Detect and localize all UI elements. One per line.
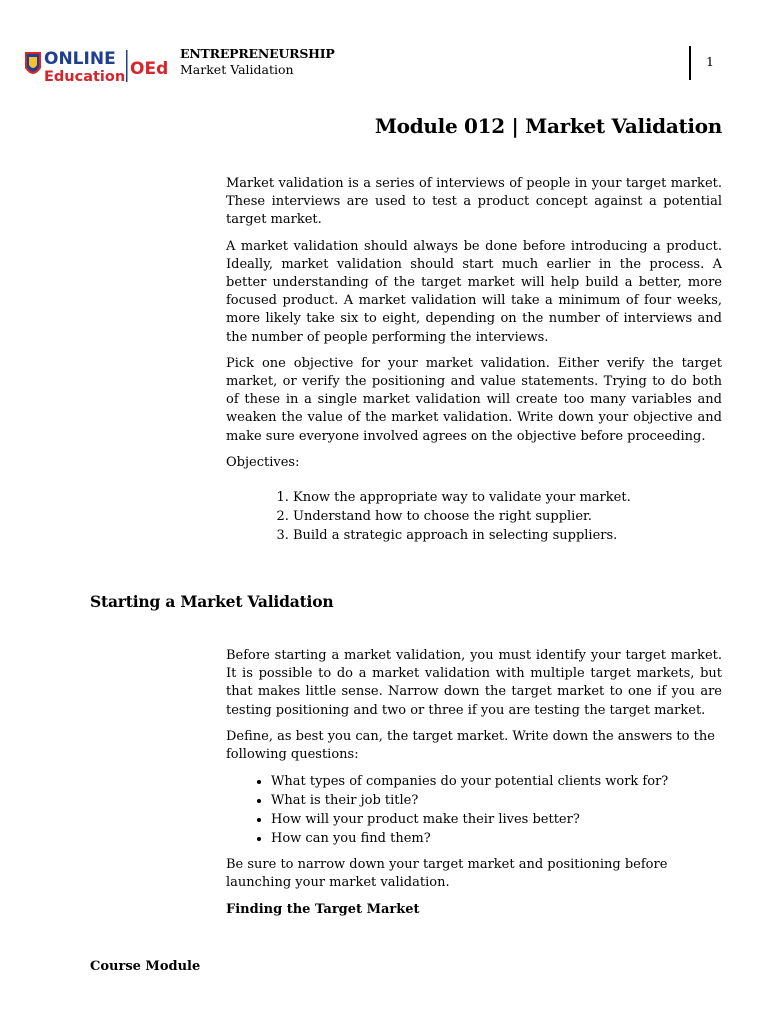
logo-abbr: OEd [130,59,169,79]
intro-paragraph: A market validation should always be done before introducing a product. Ideally, market validation should start much earlier in the process. A better understanding of the target market will help build a better, more focused product. A market validation will take a minimum of four weeks, more likely take six to eight, depending on the number of interviews and the number of people performing the interviews. [226,238,722,345]
question-item: • How will your product make their lives better? [271,810,722,829]
objective-item: 3. Build a strategic approach in selecting suppliers. [293,526,722,545]
section-heading: Starting a Market Validation [90,592,334,611]
page-number: 1 [706,54,714,69]
section-closing: Be sure to narrow down your target market and positioning before launching your market validation. [226,857,668,891]
logo-word-education: Education [44,69,126,85]
module-title: Module 012 | Market Validation [374,114,722,138]
intro-paragraph: Market validation is a series of interviews of people in your target market. These interviews are used to test a product concept against a potential target market. [226,176,722,228]
questions-list [226,772,722,848]
sub-heading: Finding the Target Market [226,901,420,917]
course-name: ENTREPRENEURSHIP [180,46,335,61]
question-item: • What types of companies do your potential clients work for? [271,772,722,791]
objective-item: 1. Know the appropriate way to validate your market. [293,488,722,507]
section-body [226,647,722,927]
objectives-label: Objectives: [226,454,300,470]
objectives-list [226,488,722,545]
objective-item: 2. Understand how to choose the right supplier. [293,507,722,526]
question-item: • How can you find them? [271,829,722,848]
online-education-logo [22,46,174,86]
intro-section [226,175,722,480]
page-number-divider [689,46,691,80]
intro-paragraph: Pick one objective for your market validation. Either verify the target market, or verify the positioning and value statements. Trying to do both of these in a single market validation will create too many variables and weaken the value of the market validation. Write down your objective and make sure everyone involved agrees on the objective before proceeding. [226,355,722,444]
section-paragraph: Before starting a market validation, you must identify your target market. It is possible to do a market validation with multiple target markets, but that makes little sense. Narrow down the target market to one if you are testing positioning and two or three if you are testing the target market. [226,648,722,718]
header-title-block [180,46,335,78]
question-item: • What is their job title? [271,791,722,810]
section-paragraph: Define, as best you can, the target market. Write down the answers to the following questions: [226,728,715,763]
page-header [22,44,748,88]
logo-word-online: ONLINE [44,49,116,69]
topic-name: Market Validation [180,62,294,77]
footer-label: Course Module [90,959,201,974]
